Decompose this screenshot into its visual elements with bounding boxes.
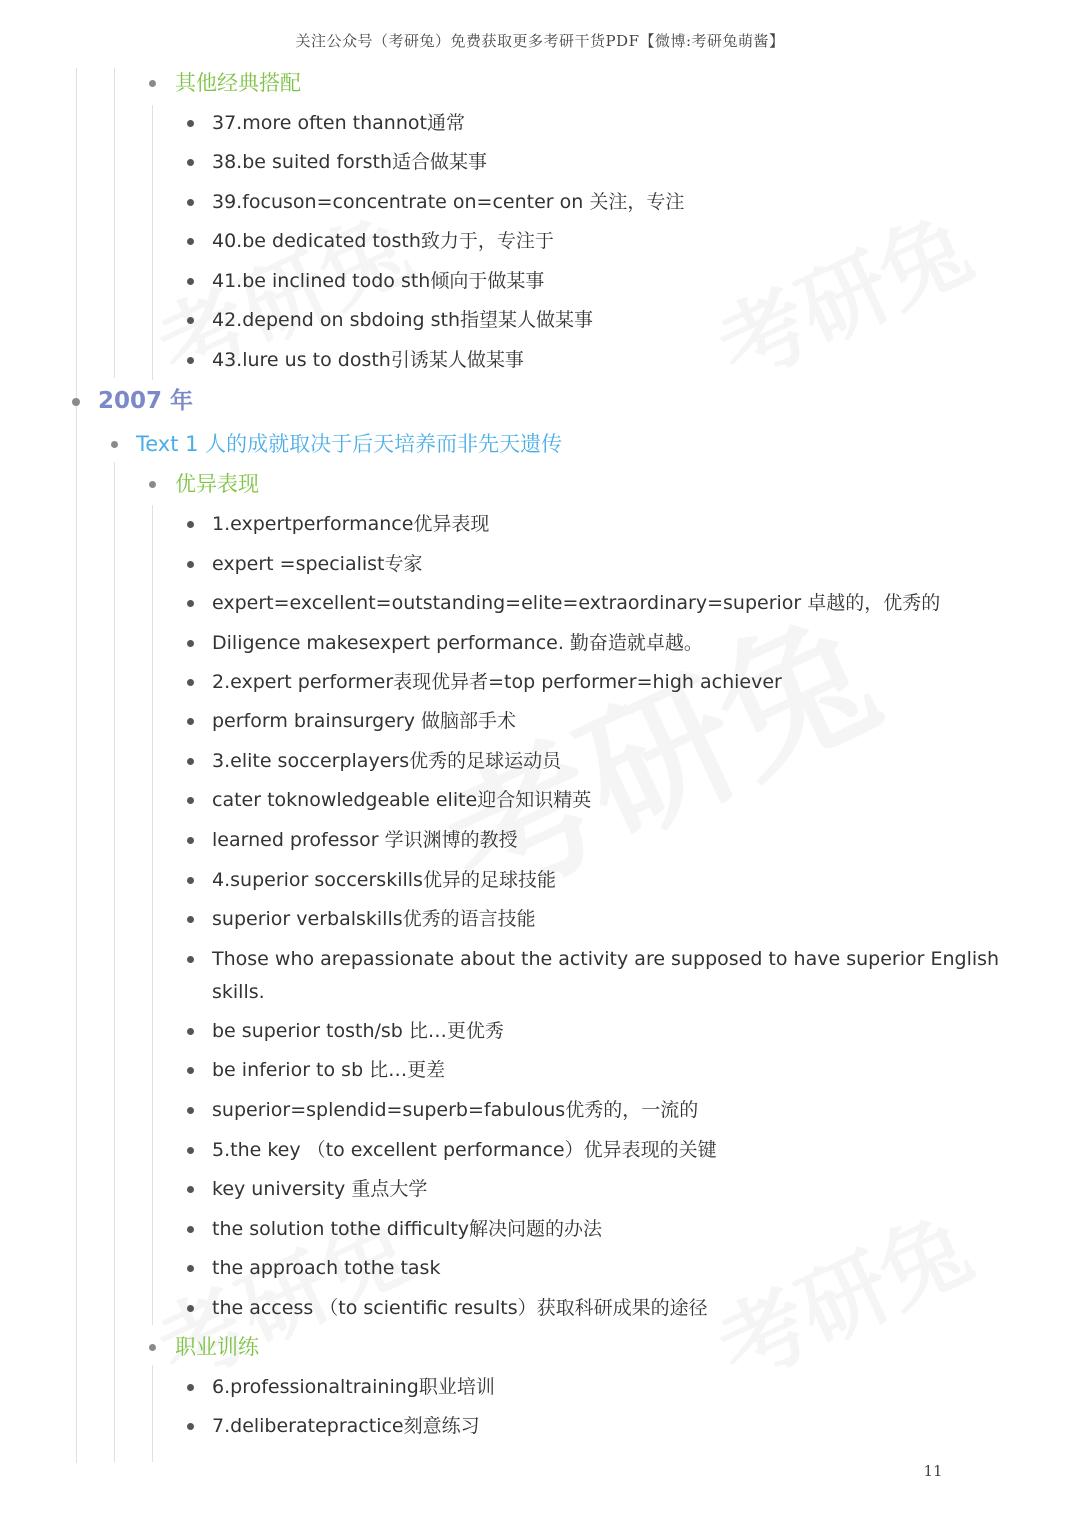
list-item: 43.lure us to dosth引诱某人做某事 [212,349,524,371]
list-item: 3.elite soccerplayers优秀的足球运动员 [212,750,562,772]
bullet [187,561,194,568]
list-item-continuation: skills. [212,981,265,1003]
page-header: 关注公众号（考研兔）免费获取更多考研干货PDF【微博:考研兔萌酱】 [295,32,785,50]
bullet [187,1107,194,1114]
list-item: key university 重点大学 [212,1178,428,1200]
outline-guide-line [152,105,153,380]
list-item: 1.expertperformance优异表现 [212,513,490,535]
bullet [187,357,194,364]
list-item: 5.the key （to excellent performance）优异表现的关键 [212,1139,717,1161]
section-heading-other: 其他经典搭配 [175,71,301,95]
section-heading-training: 职业训练 [175,1335,259,1359]
list-item: Diligence makesexpert performance. 勤奋造就卓越。 [212,632,703,654]
bullet [72,398,80,406]
bullet [187,159,194,166]
bullet [187,600,194,607]
outline-guide-line [76,68,77,1463]
bullet [187,238,194,245]
bullet [187,640,194,647]
list-item: learned professor 学识渊博的教授 [212,829,518,851]
bullet [187,1423,194,1430]
outline-guide-line [152,1365,153,1462]
list-item: 40.be dedicated tosth致力于，专注于 [212,230,554,252]
bullet [187,1028,194,1035]
section-heading-performance: 优异表现 [175,472,259,496]
list-item: 42.depend on sbdoing sth指望某人做某事 [212,309,594,331]
bullet [187,1226,194,1233]
list-item: 38.be suited forsth适合做某事 [212,151,487,173]
list-item: Those who arepassionate about the activity are supposed to have superior English [212,948,1000,970]
list-item: be inferior to sb 比…更差 [212,1059,446,1081]
watermark [696,180,989,406]
outline-guide-line [114,68,115,378]
list-item: 7.deliberatepractice刻意练习 [212,1415,480,1437]
bullet [187,718,194,725]
bullet [187,877,194,884]
bullet [187,837,194,844]
bullet [187,278,194,285]
bullet [187,317,194,324]
list-item: 6.professionaltraining职业培训 [212,1376,495,1398]
list-item: cater toknowledgeable elite迎合知识精英 [212,789,592,811]
bullet [111,441,118,448]
list-item: 39.focuson=concentrate on=center on 关注，专注 [212,191,685,213]
bullet [187,1186,194,1193]
outline-guide-line [114,462,115,1462]
bullet [187,120,194,127]
bullet [187,916,194,923]
list-item: expert=excellent=outstanding=elite=extraordinary=superior 卓越的，优秀的 [212,592,941,614]
bullet [187,1067,194,1074]
text1-heading: Text 1 人的成就取决于后天培养而非先天遗传 [136,432,563,456]
list-item: perform brainsurgery 做脑部手术 [212,710,517,732]
list-item: superior verbalskills优秀的语言技能 [212,908,536,930]
bullet [149,80,156,87]
bullet [187,1384,194,1391]
watermark [696,1180,989,1406]
bullet [187,1305,194,1312]
list-item: the access （to scientific results）获取科研成果的途径 [212,1297,708,1319]
list-item: superior=splendid=superb=fabulous优秀的，一流的 [212,1099,699,1121]
bullet [149,481,156,488]
list-item: be superior tosth/sb 比…更优秀 [212,1020,504,1042]
list-item: expert =specialist专家 [212,553,423,575]
bullet [149,1344,156,1351]
bullet [187,199,194,206]
watermark [136,1180,429,1406]
bullet [187,521,194,528]
list-item: 2.expert performer表现优异者=top performer=high achiever [212,671,782,693]
bullet [187,1265,194,1272]
list-item: 4.superior soccerskills优异的足球技能 [212,869,556,891]
list-item: 37.more often thannot通常 [212,112,465,134]
list-item: the approach tothe task [212,1257,441,1279]
bullet [187,797,194,804]
outline-guide-line [152,505,153,1325]
bullet [187,1147,194,1154]
bullet [187,679,194,686]
list-item: the solution tothe difficulty解决问题的办法 [212,1218,602,1240]
bullet [187,758,194,765]
list-item: 41.be inclined todo sth倾向于做某事 [212,270,545,292]
year-heading: 2007 年 [98,388,194,414]
bullet [187,956,194,963]
page-number: 11 [923,1462,943,1480]
